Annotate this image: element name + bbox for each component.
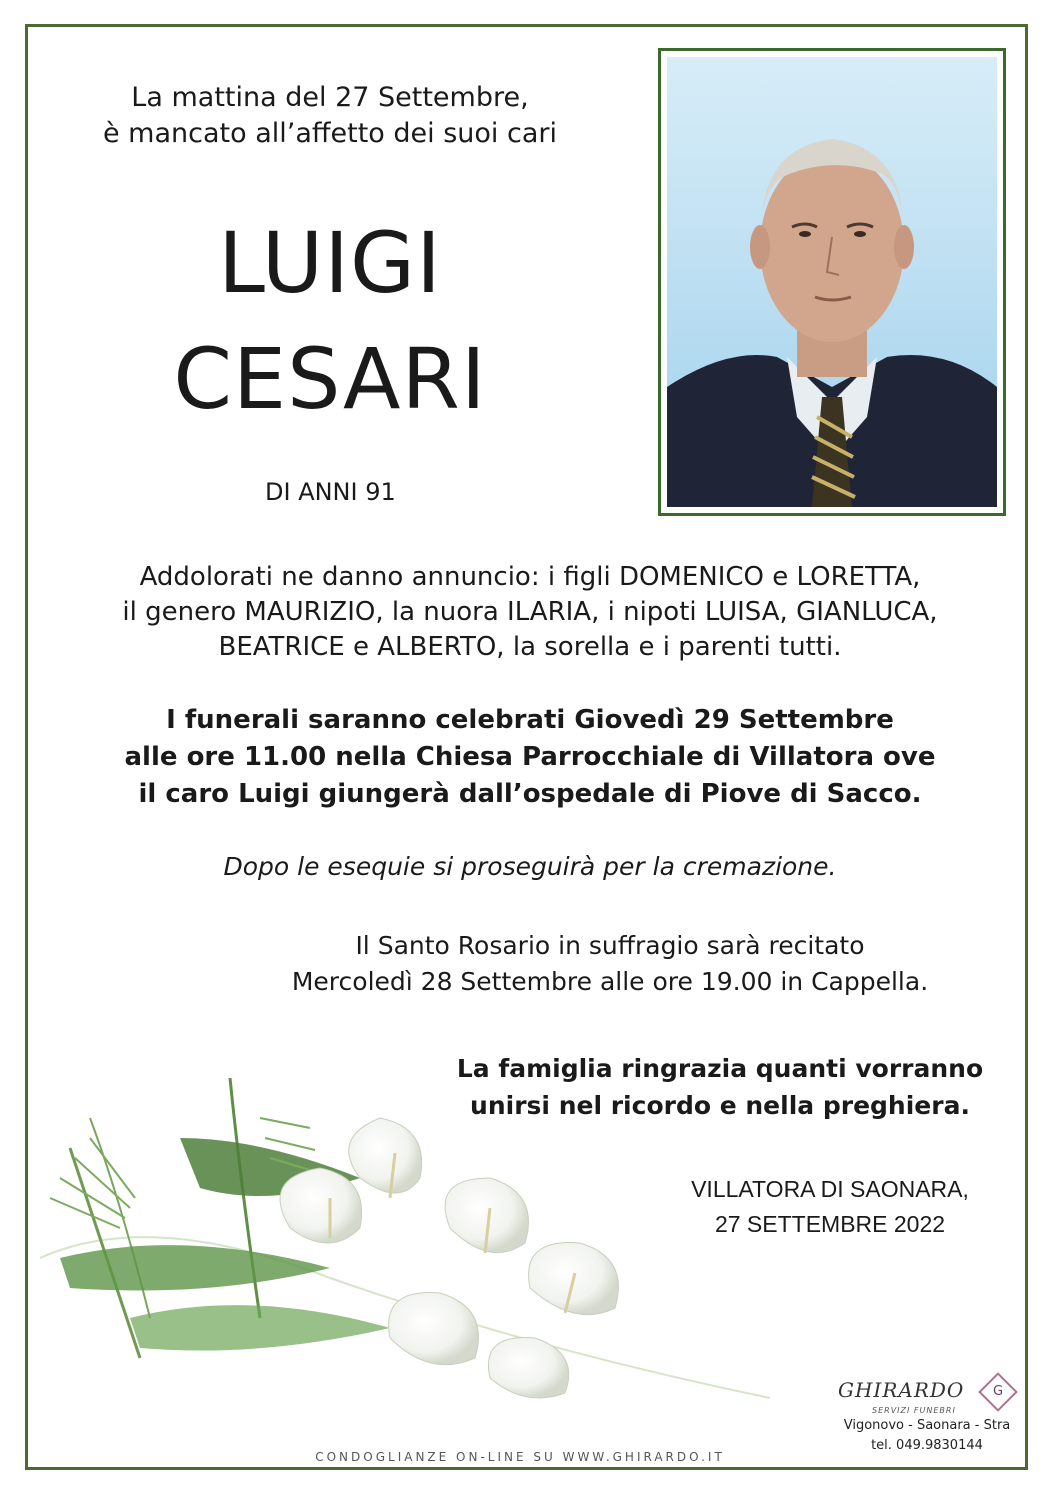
logo-mark-letter: G	[992, 1384, 1004, 1399]
funeral-line-1: I funerali saranno celebrati Giovedì 29 Settembre	[166, 705, 894, 735]
funeral-line-3: il caro Luigi giungerà dall’ospedale di Piove di Sacco.	[138, 779, 922, 809]
announcement-line-2: il genero MAURIZIO, la nuora ILARIA, i nipoti LUISA, GIANLUCA,	[122, 597, 938, 627]
rosary-line-2: Mercoledì 28 Settembre alle ore 19.00 in Cappella.	[291, 967, 929, 996]
date-line: 27 SETTEMBRE 2022	[714, 1211, 946, 1237]
thanks-line-1: La famiglia ringrazia quanti vorranno	[456, 1054, 984, 1083]
rosary-line-1: Il Santo Rosario in suffragio sarà recitato	[355, 931, 865, 960]
logo-phone: tel. 049.9830144	[871, 1438, 983, 1453]
intro-text	[60, 80, 600, 152]
logo-diamond-icon	[978, 1372, 1018, 1412]
age-label: DI ANNI 91	[265, 478, 396, 506]
flowers-illustration	[30, 1058, 790, 1438]
rosary-details	[220, 928, 1000, 1000]
portrait-illustration	[667, 57, 997, 507]
first-name: LUIGI	[218, 214, 442, 312]
intro-line-1: La mattina del 27 Settembre,	[131, 82, 529, 113]
online-condolences-footer: CONDOGLIANZE ON-LINE SU WWW.GHIRARDO.IT	[315, 1450, 725, 1464]
cremation-note: Dopo le esequie si proseguirà per la cremazione.	[223, 852, 837, 881]
funeral-line-2: alle ore 11.00 nella Chiesa Parrocchiale di Villatora ove	[124, 742, 936, 772]
intro-line-2: è mancato all’affetto dei suoi cari	[102, 118, 557, 149]
logo-name: GHIRARDO	[838, 1378, 965, 1402]
portrait-image	[667, 57, 997, 507]
last-name: CESARI	[173, 330, 487, 428]
portrait-photo	[658, 48, 1006, 516]
thanks-line-2: unirsi nel ricordo e nella preghiera.	[470, 1091, 970, 1120]
logo-subtitle: SERVIZI FUNEBRI	[872, 1406, 956, 1415]
funeral-home-logo	[832, 1376, 1022, 1456]
place-line: VILLATORA DI SAONARA,	[691, 1176, 969, 1202]
announcement-line-3: BEATRICE e ALBERTO, la sorella e i parenti tutti.	[218, 632, 842, 662]
announcement-line-1: Addolorati ne danno annuncio: i figli DOMENICO e LORETTA,	[139, 562, 921, 592]
funeral-details	[100, 702, 960, 813]
calla-lily-bouquet	[30, 1058, 790, 1438]
announcement-text	[100, 560, 960, 665]
logo-locations: Vigonovo - Saonara - Stra	[843, 1418, 1011, 1433]
